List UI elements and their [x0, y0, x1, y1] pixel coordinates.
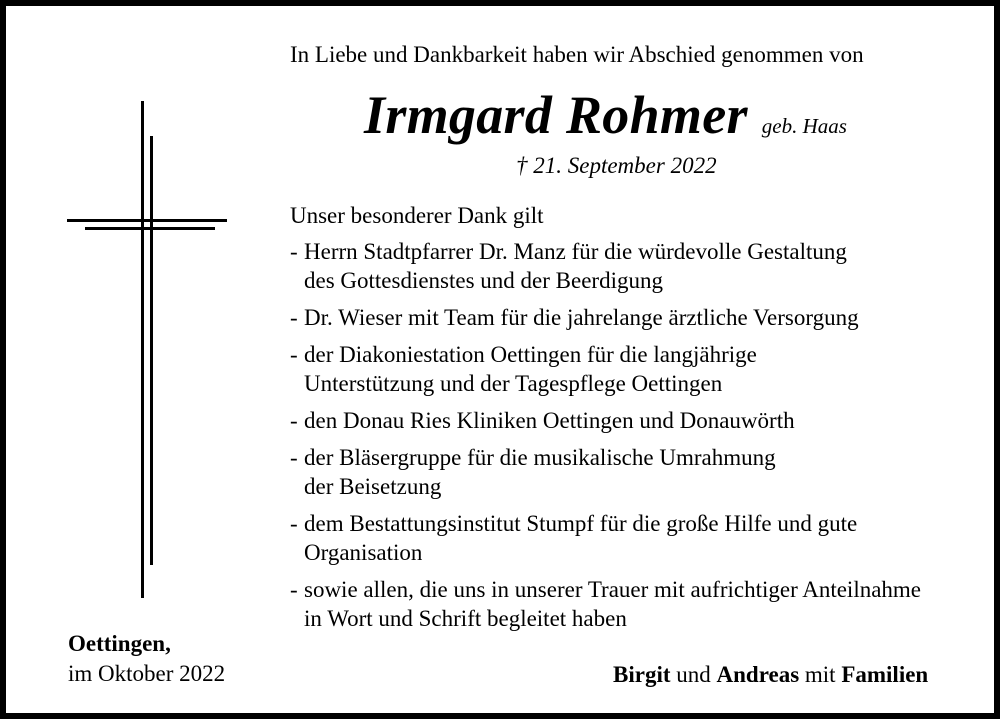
maiden-name: geb. Haas — [761, 114, 847, 138]
deceased-name-line — [364, 84, 847, 146]
list-item — [290, 340, 921, 398]
list-item-line: Unterstützung und der Tagespflege Oettingen — [304, 371, 723, 396]
notice-date: im Oktober 2022 — [68, 661, 226, 686]
list-item-line: der Beisetzung — [304, 474, 442, 499]
list-item-line: sowie allen, die uns in unserer Trauer mit aufrichtiger Anteilnahme — [304, 577, 922, 602]
signer-birgit: Birgit — [613, 662, 671, 687]
list-item-line: in Wort und Schrift begleitet haben — [304, 606, 627, 631]
list-dash: - — [290, 511, 298, 536]
signature — [613, 662, 928, 688]
list-item-line: der Bläsergruppe für die musikalische Umrahmung — [304, 445, 776, 470]
signer-families: Familien — [841, 662, 929, 687]
thanks-list — [290, 237, 921, 641]
list-item-line: den Donau Ries Kliniken Oettingen und Donauwörth — [304, 408, 795, 433]
list-item — [290, 237, 921, 295]
list-dash: - — [290, 445, 298, 470]
intro-text: In Liebe und Dankbarkeit haben wir Abschied genommen von — [290, 42, 864, 67]
list-item-line: Herrn Stadtpfarrer Dr. Manz für die würdevolle Gestaltung — [304, 239, 847, 264]
list-item — [290, 443, 921, 501]
list-dash: - — [290, 408, 298, 433]
place: Oettingen, — [68, 631, 171, 656]
list-item-line: des Gottesdienstes und der Beerdigung — [304, 268, 663, 293]
list-item — [290, 575, 921, 633]
list-item-line: Organisation — [304, 540, 423, 565]
list-item-line: Dr. Wieser mit Team für die jahrelange ärztliche Versorgung — [304, 305, 859, 330]
signer-andreas: Andreas — [716, 662, 800, 687]
signature-conjunction: mit — [799, 662, 842, 687]
list-item — [290, 406, 921, 435]
death-date: † 21. September 2022 — [516, 153, 717, 178]
list-dash: - — [290, 577, 298, 602]
thanks-intro: Unser besonderer Dank gilt — [290, 203, 544, 228]
list-dash: - — [290, 342, 298, 367]
deceased-name: Irmgard Rohmer — [364, 85, 748, 145]
list-item — [290, 303, 921, 332]
list-item — [290, 509, 921, 567]
list-dash: - — [290, 239, 298, 264]
list-item-line: der Diakoniestation Oettingen für die langjährige — [304, 342, 757, 367]
signature-conjunction: und — [670, 662, 717, 687]
list-item-line: dem Bestattungsinstitut Stumpf für die große Hilfe und gute — [304, 511, 858, 536]
cross-icon — [64, 98, 234, 603]
list-dash: - — [290, 305, 298, 330]
